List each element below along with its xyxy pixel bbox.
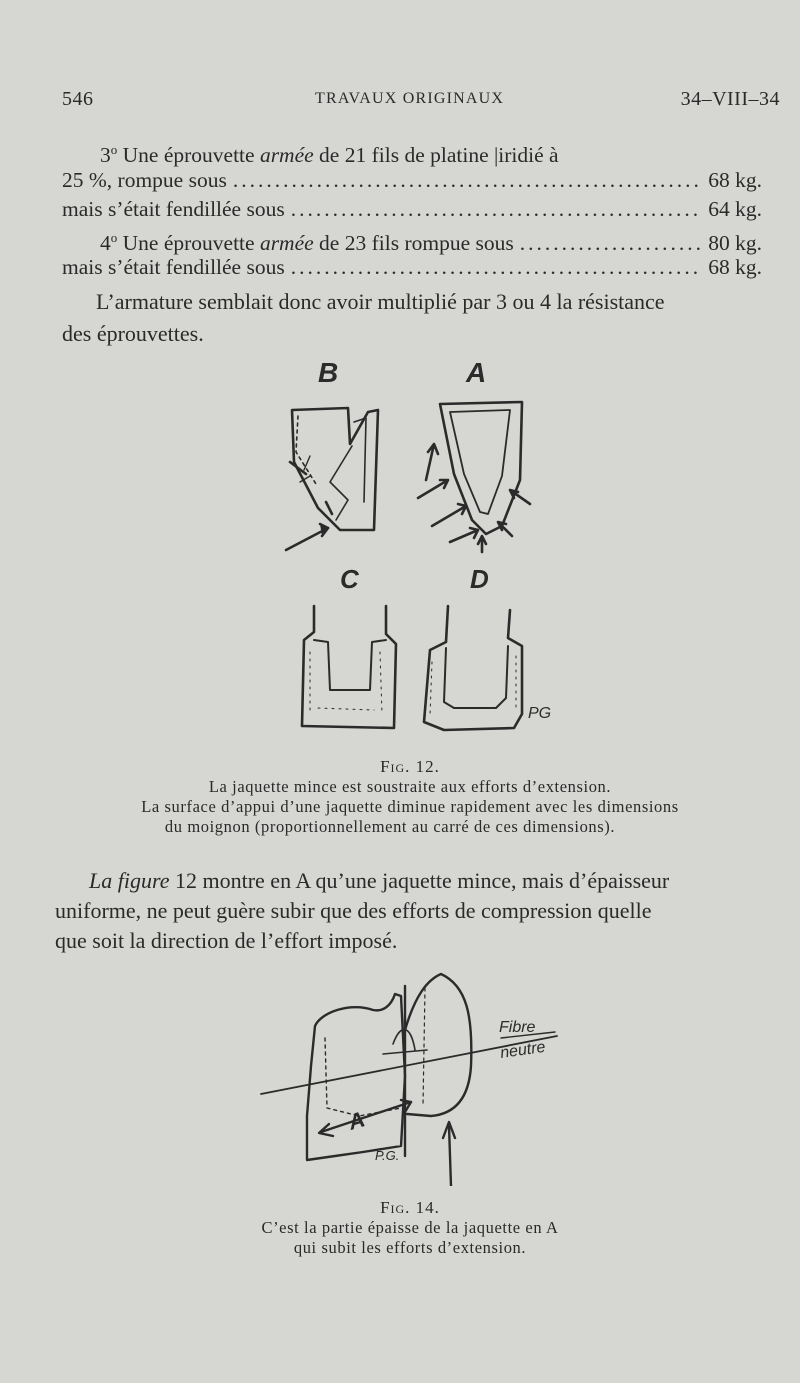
artist-initials: PG bbox=[528, 705, 552, 722]
caption-line: du moignon (proportionnellement au carré de ces dimensions). bbox=[164, 817, 616, 836]
journal-title: TRAVAUX ORIGINAUX bbox=[315, 90, 505, 107]
caption-line: La jaquette mince est soustraite aux efforts d’extension. bbox=[208, 777, 612, 796]
label-b: B bbox=[318, 357, 339, 388]
body-line-5: mais s’était fendillée sous ..... 68 kg. bbox=[62, 253, 762, 281]
tooth-d-sketch bbox=[424, 606, 522, 730]
label-neutre: neutre bbox=[499, 1038, 547, 1062]
label-a: A bbox=[466, 357, 487, 388]
tooth-c-sketch bbox=[302, 606, 396, 728]
label-c: C bbox=[340, 564, 359, 594]
issue-date: 34–VIII–34 bbox=[680, 88, 780, 110]
leader-dots bbox=[233, 166, 702, 194]
body-line-7: des éprouvettes. bbox=[62, 321, 204, 346]
tooth-b-sketch bbox=[286, 408, 378, 550]
label-a: A bbox=[345, 1106, 368, 1135]
load-value: 68 kg. bbox=[708, 168, 762, 192]
leader-dots bbox=[291, 195, 703, 223]
body-line-4: 4$^o$ Une éprouvette armée de 23 fils rompue sous ..... 80 kg. bbox=[100, 224, 762, 257]
body-line-6: L’armature semblait donc avoir multiplié par 3 ou 4 la résistance bbox=[96, 289, 665, 314]
caption-line: C’est la partie épaisse de la jaquette en A bbox=[261, 1218, 559, 1237]
figure-14-title: Fig. 14. bbox=[380, 1198, 440, 1217]
caption-line: La surface d’appui d’une jaquette diminue rapidement avec les dimensions bbox=[141, 797, 679, 816]
leader-dots bbox=[291, 253, 703, 281]
figure-14-caption bbox=[40, 1198, 780, 1258]
paragraph-figure-12: La figure 12 montre en A qu’une jaquette mince, mais d’épaisseur uniforme, ne peut guère subir que des efforts de compression quelle que soit la direction de l’effort imposé. bbox=[55, 868, 670, 953]
body-line-3: mais s’était fendillée sous ..... 64 kg. bbox=[62, 195, 762, 223]
page-number: 546 bbox=[62, 88, 94, 110]
body-line-1: 3$^o$ Une éprouvette armée de 21 fils de platine |iridié à bbox=[100, 142, 559, 168]
figure-12-caption bbox=[40, 757, 780, 837]
running-head bbox=[62, 88, 780, 114]
figure-14-drawing bbox=[255, 966, 575, 1186]
artist-initials: P.G. bbox=[375, 1148, 400, 1163]
body-line-2: 25 %, rompue sous ..... 68 kg. bbox=[62, 166, 762, 194]
caption-line: qui subit les efforts d’extension. bbox=[293, 1238, 527, 1257]
figure-12-drawing bbox=[270, 352, 580, 742]
load-value: 80 kg. bbox=[708, 231, 762, 256]
label-fibre: Fibre bbox=[499, 1019, 536, 1036]
figure-12-title: Fig. 12. bbox=[380, 757, 440, 776]
label-d: D bbox=[470, 564, 489, 594]
load-value: 68 kg. bbox=[708, 255, 762, 279]
tooth-a-sketch bbox=[418, 402, 530, 552]
load-value: 64 kg. bbox=[708, 197, 762, 221]
